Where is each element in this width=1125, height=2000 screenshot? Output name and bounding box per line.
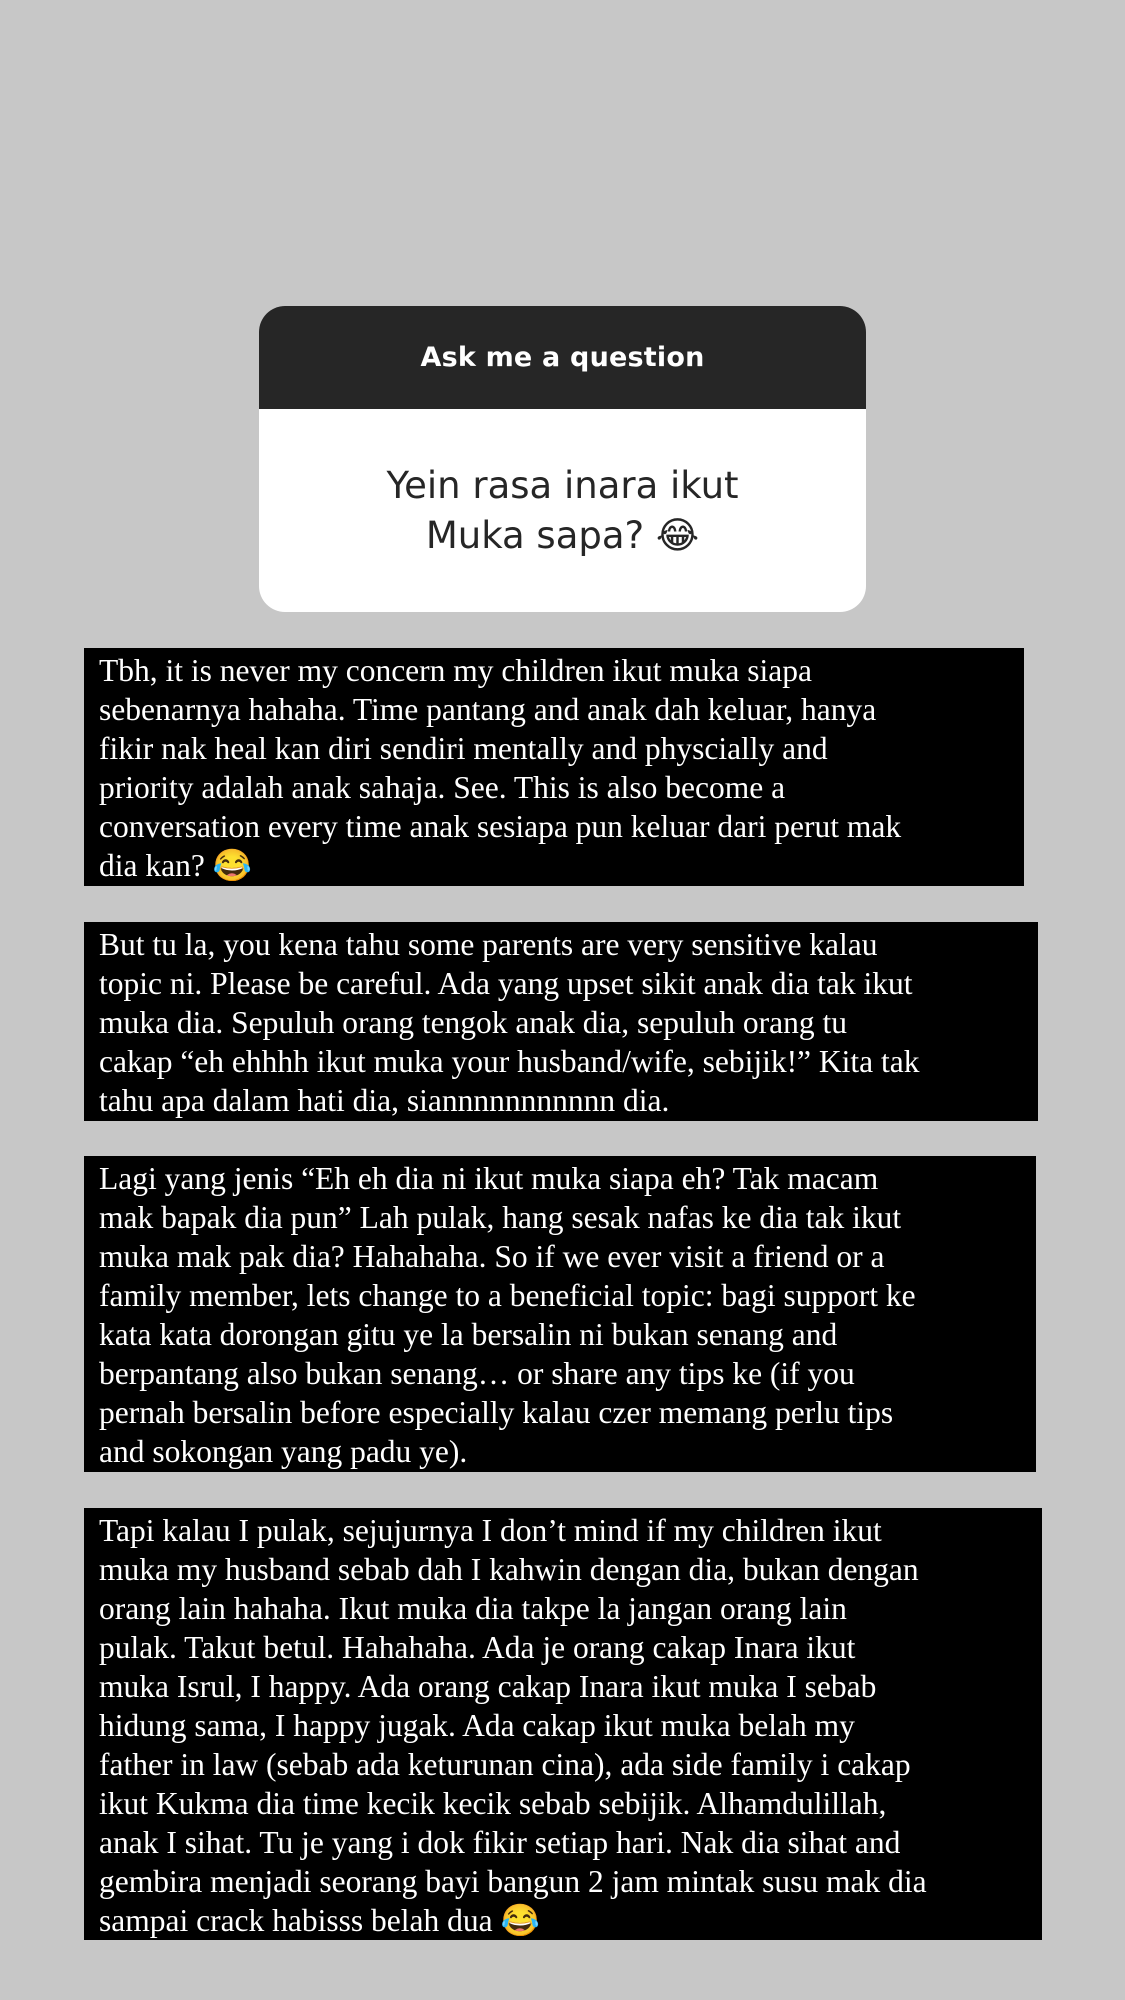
text-line: kata kata dorongan gitu ye la bersalin ni bukan senang and xyxy=(99,1317,838,1352)
text-line: family member, lets change to a beneficial topic: bagi support ke xyxy=(99,1278,916,1313)
text-line: Lagi yang jenis “Eh eh dia ni ikut muka siapa eh? Tak macam xyxy=(99,1161,879,1196)
question-text: Yein rasa inara ikut Muka sapa? 😂 xyxy=(386,463,739,557)
text-line: ikut Kukma dia time kecik kecik sebab sebijik. Alhamdulillah, xyxy=(99,1786,887,1821)
text-line: sampai crack habisss belah dua 😂 xyxy=(99,1903,540,1938)
text-line: orang lain hahaha. Ikut muka dia takpe la jangan orang lain xyxy=(99,1591,847,1626)
text-line: muka mak pak dia? Hahahaha. So if we ever visit a friend or a xyxy=(99,1239,885,1274)
text-line: mak bapak dia pun” Lah pulak, hang sesak nafas ke dia tak ikut xyxy=(99,1200,902,1235)
text-line: berpantang also bukan senang… or share any tips ke (if you xyxy=(99,1356,855,1391)
text-line: gembira menjadi seorang bayi bangun 2 jam mintak susu mak dia xyxy=(99,1864,927,1899)
text-line: cakap “eh ehhhh ikut muka your husband/wife, sebijik!” Kita tak xyxy=(99,1044,920,1079)
text-line: muka Isrul, I happy. Ada orang cakap Inara ikut muka I sebab xyxy=(99,1669,877,1704)
text-line: and sokongan yang padu ye). xyxy=(99,1434,468,1469)
text-line: dia kan? 😂 xyxy=(99,848,252,883)
question-sticker-header: Ask me a question xyxy=(259,306,866,409)
text-box-3 xyxy=(84,1156,1036,1472)
text-line: sebenarnya hahaha. Time pantang and anak dah keluar, hanya xyxy=(99,692,877,727)
text-line: tahu apa dalam hati dia, siannnnnnnnnnn dia. xyxy=(99,1083,670,1118)
text-line: muka dia. Sepuluh orang tengok anak dia, sepuluh orang tu xyxy=(99,1005,847,1040)
question-sticker[interactable] xyxy=(259,306,866,612)
text-line: But tu la, you kena tahu some parents are very sensitive kalau xyxy=(99,927,878,962)
text-line: hidung sama, I happy jugak. Ada cakap ikut muka belah my xyxy=(99,1708,855,1743)
text-line: priority adalah anak sahaja. See. This is also become a xyxy=(99,770,786,805)
text-box-2 xyxy=(84,922,1038,1121)
text-line: conversation every time anak sesiapa pun keluar dari perut mak xyxy=(99,809,902,844)
text-line: anak I sihat. Tu je yang i dok fikir setiap hari. Nak dia sihat and xyxy=(99,1825,901,1860)
text-line: muka my husband sebab dah I kahwin dengan dia, bukan dengan xyxy=(99,1552,919,1587)
text-line: Tbh, it is never my concern my children ikut muka siapa xyxy=(99,653,812,688)
text-line: Tapi kalau I pulak, sejujurnya I don’t mind if my children ikut xyxy=(99,1513,882,1548)
text-box-4 xyxy=(84,1508,1042,1940)
text-line: father in law (sebab ada keturunan cina), ada side family i cakap xyxy=(99,1747,911,1782)
question-sticker-body xyxy=(259,409,866,612)
text-line: fikir nak heal kan diri sendiri mentally and physcially and xyxy=(99,731,828,766)
text-line: pulak. Takut betul. Hahahaha. Ada je orang cakap Inara ikut xyxy=(99,1630,856,1665)
text-box-1 xyxy=(84,648,1024,886)
text-line: pernah bersalin before especially kalau czer memang perlu tips xyxy=(99,1395,894,1430)
text-line: topic ni. Please be careful. Ada yang upset sikit anak dia tak ikut xyxy=(99,966,913,1001)
